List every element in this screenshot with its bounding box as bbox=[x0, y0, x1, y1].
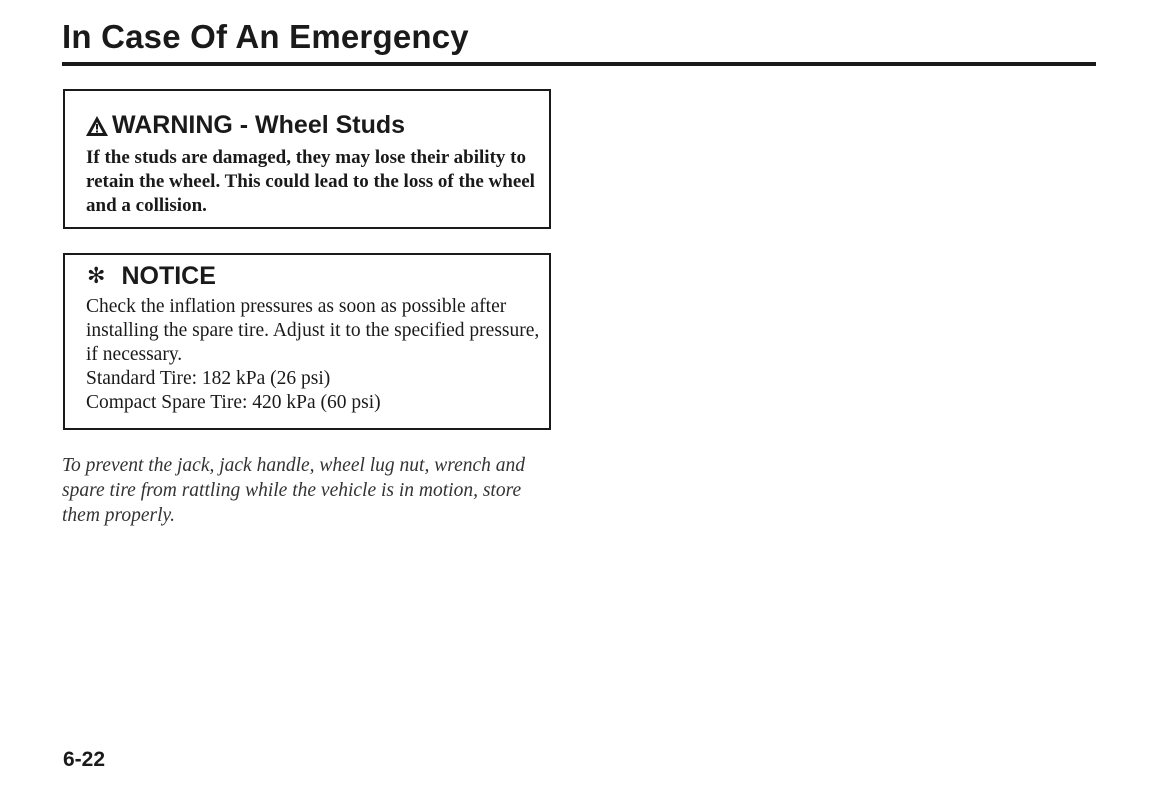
page-number: 6-22 bbox=[63, 748, 106, 771]
warning-triangle-icon bbox=[85, 115, 109, 137]
warning-box bbox=[63, 89, 551, 229]
compact-spare-tire-pressure: Compact Spare Tire: 420 kPa (60 psi) bbox=[86, 392, 381, 413]
asterisk-icon: ✻ bbox=[87, 264, 106, 289]
title-rule bbox=[62, 62, 1096, 66]
notice-text: Check the inflation pressures as soon as possible after installing the spare tire. Adjust it to the specified pressure, if necessary. bbox=[86, 296, 540, 365]
notice-body bbox=[86, 295, 541, 415]
warning-body: If the studs are damaged, they may lose their ability to retain the wheel. This could lead to the loss of the wheel and a collision. bbox=[86, 147, 535, 216]
standard-tire-pressure: Standard Tire: 182 kPa (26 psi) bbox=[86, 368, 331, 389]
warning-heading-text: WARNING - Wheel Studs bbox=[112, 111, 406, 139]
notice-box bbox=[63, 253, 551, 430]
storage-note: To prevent the jack, jack handle, wheel lug nut, wrench and spare tire from rattling while the vehicle is in motion, store them properly. bbox=[62, 455, 526, 526]
notice-heading bbox=[85, 262, 216, 291]
page-title: In Case Of An Emergency bbox=[62, 18, 469, 55]
warning-heading bbox=[85, 111, 405, 140]
notice-heading-text: NOTICE bbox=[121, 262, 216, 290]
